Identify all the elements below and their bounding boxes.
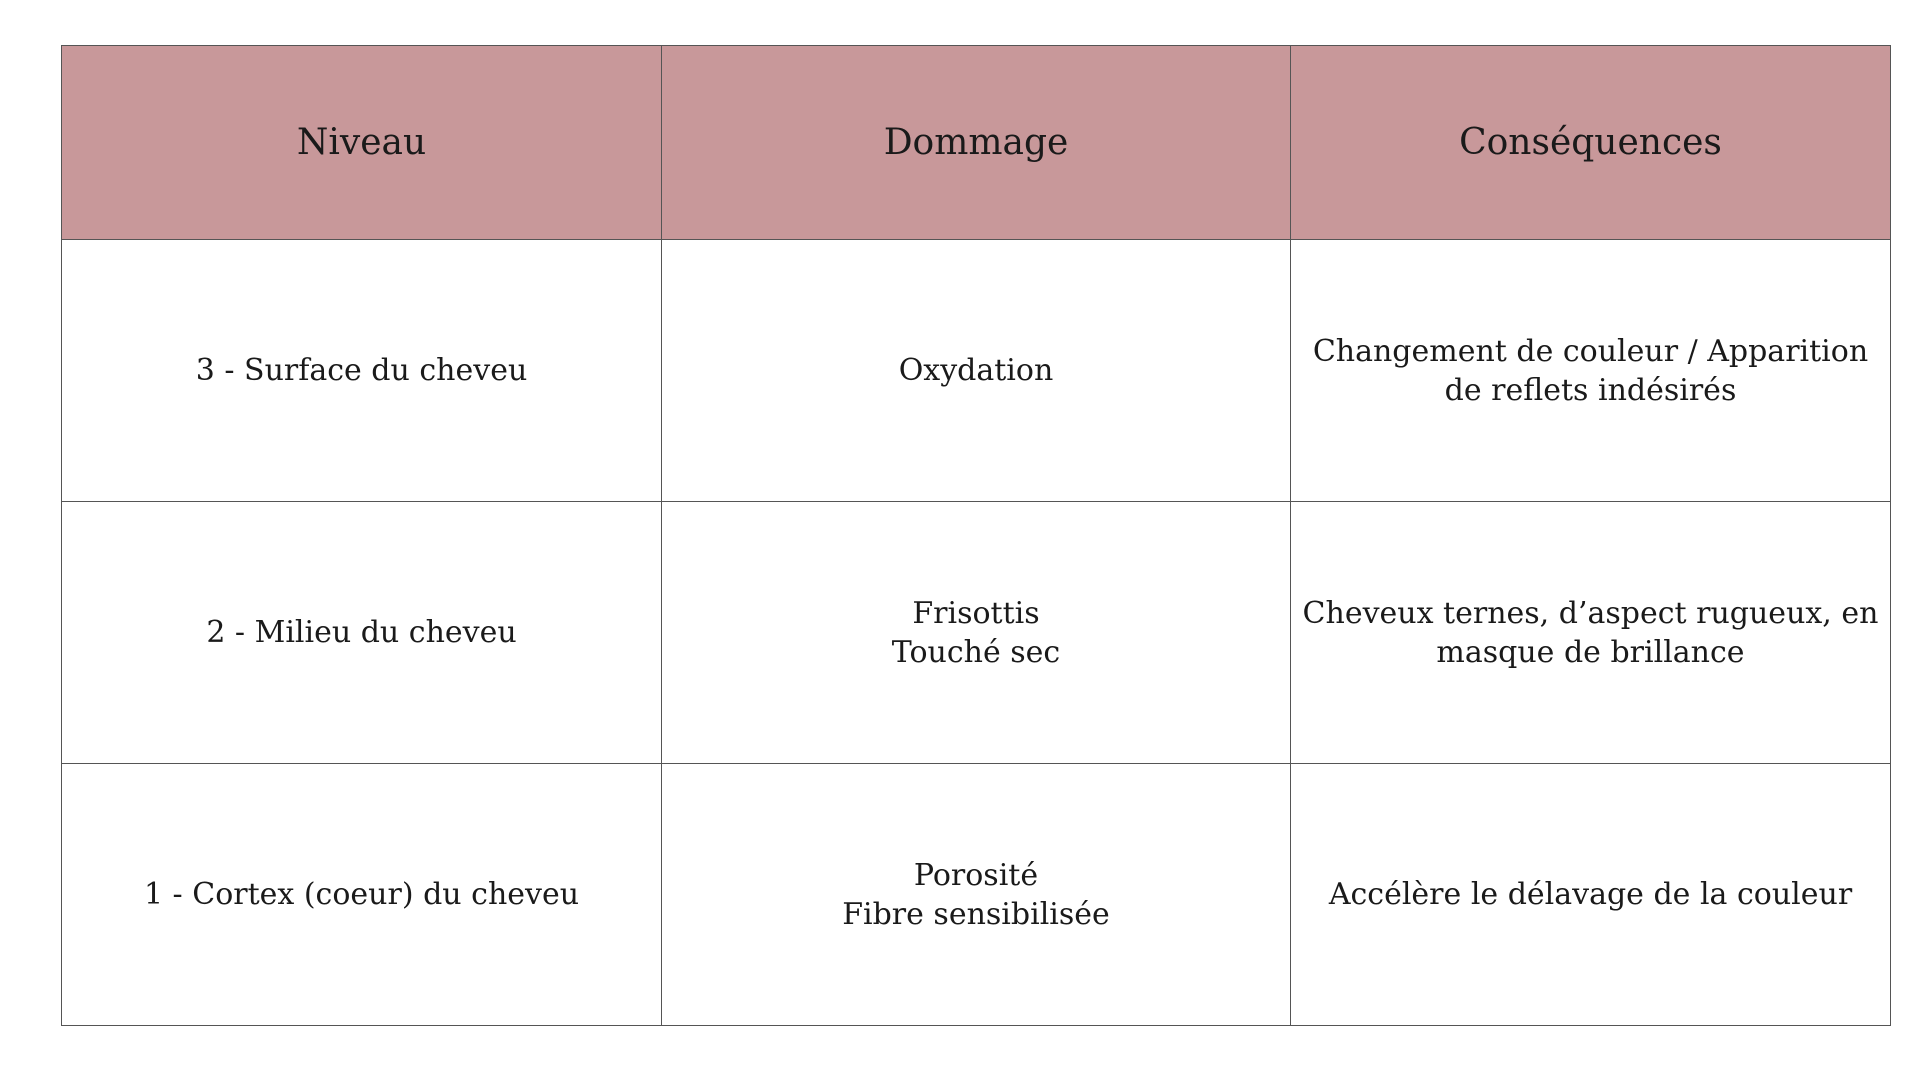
dommage-line: Fibre sensibilisée: [842, 896, 1110, 932]
table-row: [62, 240, 1891, 502]
table-header: [62, 46, 1891, 240]
cell-consequences: Changement de couleur / Apparition de reflets indésirés: [1291, 240, 1891, 502]
hair-damage-table: [61, 45, 1891, 1026]
cell-dommage: [662, 502, 1291, 764]
table-row: [62, 764, 1891, 1026]
cell-dommage: [662, 240, 1291, 502]
column-header-dommage: Dommage: [662, 46, 1291, 240]
cell-consequences: Accélère le délavage de la couleur: [1291, 764, 1891, 1026]
dommage-line: Porosité: [913, 857, 1039, 893]
dommage-line: Oxydation: [898, 353, 1054, 388]
column-header-niveau: Niveau: [62, 46, 662, 240]
cell-niveau: 1 - Cortex (coeur) du cheveu: [62, 764, 662, 1026]
header-row: [62, 46, 1891, 240]
cell-consequences: Cheveux ternes, d’aspect rugueux, en masque de brillance: [1291, 502, 1891, 764]
table-row: [62, 502, 1891, 764]
cell-niveau: 3 - Surface du cheveu: [62, 240, 662, 502]
dommage-line: Frisottis: [912, 595, 1040, 631]
cell-dommage: [662, 764, 1291, 1026]
table-body: [62, 240, 1891, 1026]
column-header-consequences: Conséquences: [1291, 46, 1891, 240]
dommage-line: Touché sec: [891, 634, 1061, 670]
damage-table-container: [61, 45, 1890, 1026]
cell-niveau: 2 - Milieu du cheveu: [62, 502, 662, 764]
